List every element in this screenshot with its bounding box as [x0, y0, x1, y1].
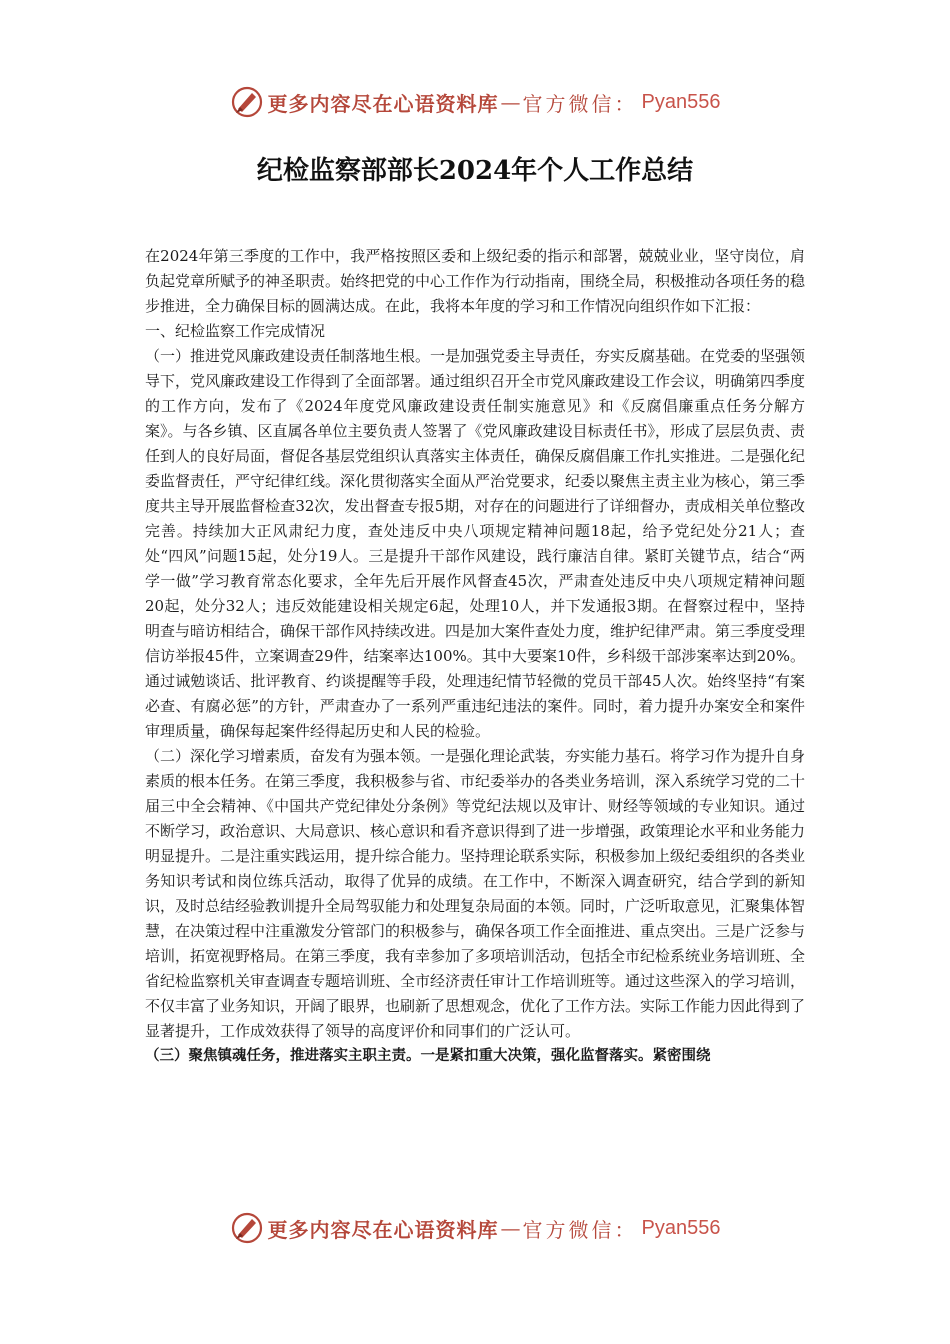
banner-separator: —: [500, 90, 521, 114]
top-watermark-banner: [0, 80, 950, 124]
intro-paragraph: 在2024年第三季度的工作中，我严格按照区委和上级纪委的指示和部署，兢兢业业，坚守岗位，肩负起党章所赋予的神圣职责。始终把党的中心工作作为行动指南，围绕全局，积极推动各项任务的稳步推进，全力确保目标的圆满达成。在此，我将本年度的学习和工作情况向组织作如下汇报：: [145, 247, 806, 315]
paragraph-1: （一）推进党风廉政建设责任制落地生根。一是加强党委主导责任，夯实反腐基础。在党委的坚强领导下，党风廉政建设工作得到了全面部署。通过组织召开全市党风廉政建设工作会议，明确第四季度的工作方向，发布了《2024年度党风廉政建设责任制实施意见》和《反腐倡廉重点任务分解方案》。与各乡镇、区直属各单位主要负责人签署了《党风廉政建设目标责任书》，形成了层层负责、责任到人的良好局面，督促各基层党组织认真落实主体责任，确保反腐倡廉工作扎实推进。二是强化纪委监督责任，严守纪律红线。深化贯彻落实全面从严治党要求，纪委以聚焦主责主业为核心，第三季度共主导开展监督检查32次，发出督查专报5期，对存在的问题进行了详细督办，责成相关单位整改完善。持续加大正风肃纪力度，查处违反中央八项规定精神问题18起，给予党纪处分21人；查处“四风”问题15起，处分19人。三是提升干部作风建设，践行廉洁自律。紧盯关键节点，结合“两学一做”学习教育常态化要求，全年先后开展作风督查45次，严肃查处违反中央八项规定精神问题20起，处分32人；违反效能建设相关规定6起，处理10人，并下发通报3期。在督察过程中，坚持明查与暗访相结合，确保干部作风持续改进。四是加大案件查处力度，维护纪律严肃。第三季度受理信访举报45件，立案调查29件，结案率达100%。其中大要案10件，乡科级干部涉案率达到20%。通过诫勉谈话、批评教育、约谈提醒等手段，处理违纪情节轻微的党员干部45人次。始终坚持“有案必查、有腐必惩”的方针，严肃查办了一系列严重违纪违法的案件。同时，着力提升办案安全和案件审理质量，确保每起案件经得起历史和人民的检验。: [145, 347, 806, 740]
paragraph-2: （二）深化学习增素质，奋发有为强本领。一是强化理论武装，夯实能力基石。将学习作为提升自身素质的根本任务。在第三季度，我积极参与省、市纪委举办的各类业务培训，深入系统学习党的二十届三中全会精神、《中国共产党纪律处分条例》等党纪法规以及审计、财经等领域的专业知识。通过不断学习，政治意识、大局意识、核心意识和看齐意识得到了进一步增强，政策理论水平和业务能力明显提升。二是注重实践运用，提升综合能力。坚持理论联系实际，积极参加上级纪委组织的各类业务知识考试和岗位练兵活动，取得了优异的成绩。在工作中，不断深入调查研究，结合学到的新知识，及时总结经验教训提升全局驾驭能力和处理复杂局面的本领。同时，广泛听取意见，汇聚集体智慧，在决策过程中注重激发分管部门的积极参与，确保各项工作全面推进、重点突出。三是广泛参与培训，拓宽视野格局。在第三季度，我有幸参加了多项培训活动，包括全市纪检系统业务培训班、全省纪检监察机关审查调查专题培训班、全市经济责任审计工作培训班等。通过这些深入的学习培训，不仅丰富了业务知识，开阔了眼界，也刷新了思想观念，优化了工作方法。实际工作能力因此得到了显著提升，工作成效获得了领导的高度评价和同事们的广泛认可。: [145, 747, 806, 1040]
banner-wechat-id: Pyan556: [641, 1216, 721, 1239]
banner-wechat-label: 官方微信：: [522, 1217, 638, 1242]
section-heading: 一、纪检监察工作完成情况: [145, 322, 326, 340]
logo-icon: [230, 1211, 264, 1245]
logo-icon: [230, 85, 264, 119]
banner-wechat-id: Pyan556: [641, 90, 721, 113]
banner-text: 更多内容尽在心语资料库: [267, 1217, 499, 1242]
bottom-watermark-banner: [0, 1206, 950, 1250]
banner-wechat-label: 官方微信：: [522, 91, 638, 116]
banner-text: 更多内容尽在心语资料库: [267, 91, 499, 116]
document-title: 纪检监察部部长2024年个人工作总结: [256, 156, 694, 186]
banner-separator: —: [500, 1216, 521, 1240]
document-body: [145, 244, 805, 1069]
paragraph-3: （三）聚焦镇魂任务，推进落实主职主责。一是紧扣重大决策，强化监督落实。紧密围绕: [145, 1048, 711, 1064]
